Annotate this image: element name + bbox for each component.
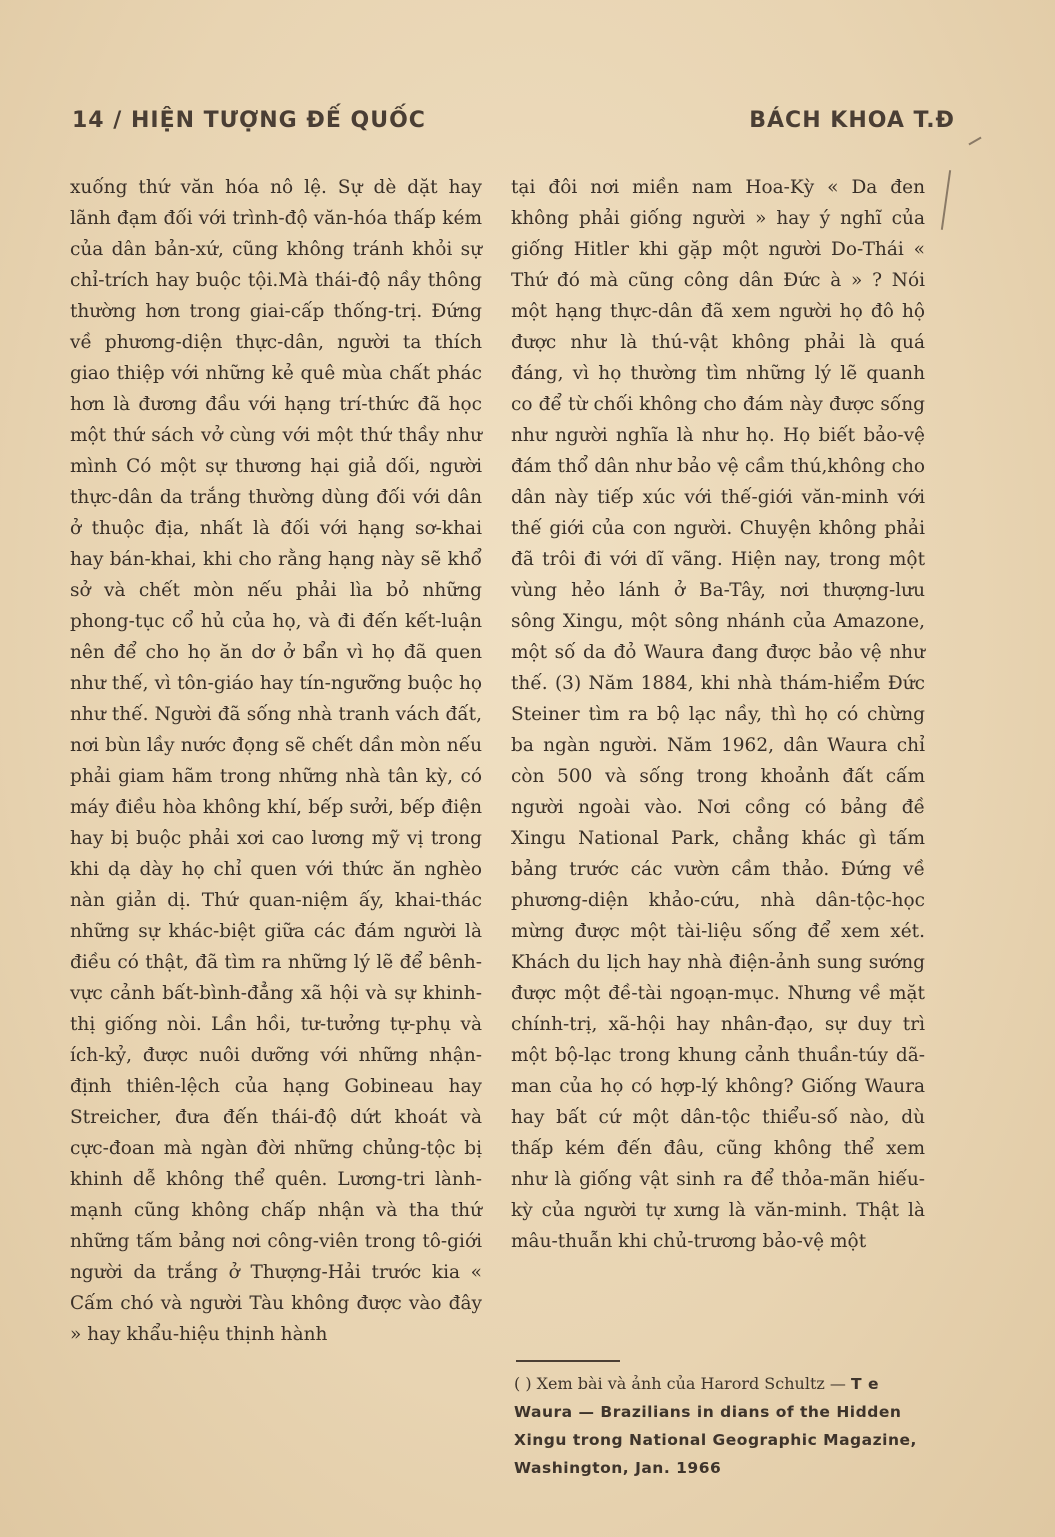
footnote-intro: ( ) Xem bài và ảnh của Harord Schultz —: [514, 1374, 846, 1393]
left-text-column: [70, 172, 482, 1350]
footnote-divider: [516, 1360, 620, 1362]
footnote-publication: T e Waura — Brazilians in dians of the Hidden Xingu trong National Geographic Magazine, Washington, Jan. 1966: [514, 1375, 917, 1477]
body-paragraph: tại đôi nơi miền nam Hoa-Kỳ « Da đen không phải giống người » hay ý nghĩ của giống Hitler khi gặp một người Do-Thái « Thứ đó mà cũng công dân Đức à » ? Nói một hạng thực-dân đã xem người họ đô hộ được như là thú-vật không phải là quá đáng, vì họ thường tìm những lý lẽ quanh co để từ chối không cho đám này được sống như người nghĩa là như họ. Họ biết bảo-vệ đám thổ dân như bảo vệ cầm thú,không cho dân này tiếp xúc với thế-giới văn-minh với thế giới của con người. Chuyện không phải đã trôi đi với dĩ vãng. Hiện nay, trong một vùng hẻo lánh ở Ba-Tây, nơi thượng-lưu sông Xingu, một sông nhánh của Amazone, một số da đỏ Waura đang được bảo vệ như thế. (3) Năm 1884, khi nhà thám-hiểm Đức Steiner tìm ra bộ lạc nầy, thì họ có chừng ba ngàn người. Năm 1962, dân Waura chỉ còn 500 và sống trong khoảnh đất cấm người ngoài vào. Nơi cồng có bảng đề Xingu National Park, chẳng khác gì tấm bảng trước các vườn cầm thảo. Đứng về phương-diện khảo-cứu, nhà dân-tộc-học mừng được một tài-liệu sống để xem xét. Khách du lịch hay nhà điện-ảnh sung sướng được một đề-tài ngoạn-mục. Nhưng về mặt chính-trị, xã-hội hay nhân-đạo, sự duy trì một bộ-lạc trong khung cảnh thuần-túy dã-man của họ có hợp-lý không? Giống Waura hay bất cứ một dân-tộc thiểu-số nào, dù thấp kém đến đâu, cũng không thể xem như là giống vật sinh ra để thỏa-mãn hiếu-kỳ của người tự xưng là văn-minh. Thật là mâu-thuẫn khi chủ-trương bảo-vệ một: [511, 177, 925, 1252]
page-number-and-title: 14 / HIỆN TƯỢNG ĐẾ QUỐC: [72, 108, 426, 133]
body-paragraph: xuống thứ văn hóa nô lệ. Sự dè dặt hay lãnh đạm đối với trình-độ văn-hóa thấp kém của dân bản-xứ, cũng không tránh khỏi sự chỉ-trích hay buộc tội.Mà thái-độ nầy thông thường hơn trong giai-cấp thống-trị. Đứng về phương-diện thực-dân, người ta thích giao thiệp với những kẻ quê mùa chất phác hơn là đương đầu với hạng trí-thức đã học một thứ sách vở cùng với một thứ thầy như mình Có một sự thương hại giả dối, người thực-dân da trắng thường dùng đối với dân ở thuộc địa, nhất là đối với hạng sơ-khai hay bán-khai, khi cho rằng hạng này sẽ khổ sở và chết mòn nếu phải lìa bỏ những phong-tục cổ hủ của họ, và đi đến kết-luận nên để cho họ ăn dơ ở bẩn vì họ đã quen như thế, vì tôn-giáo hay tín-ngưỡng buộc họ như thế. Người đã sống nhà tranh vách đất, nơi bùn lầy nước đọng sẽ chết dần mòn nếu phải giam hãm trong những nhà tân kỳ, có máy điều hòa không khí, bếp sưởi, bếp điện hay bị buộc phải xơi cao lương mỹ vị trong khi dạ dày họ chỉ quen với thức ăn nghèo nàn giản dị. Thứ quan-niệm ấy, khai-thác những sự khác-biệt giữa các đám người là điều có thật, đã tìm ra những lý lẽ để bênh-vực cảnh bất-bình-đẳng xã hội và sự khinh-thị giống nòi. Lần hồi, tư-tưởng tự-phụ và ích-kỷ, được nuôi dưỡng với những nhận-định thiên-lệch của hạng Gobineau hay Streicher, đưa đến thái-độ dứt khoát và cực-đoan mà ngàn đời những chủng-tộc bị khinh dễ không thể quên. Lương-tri lành-mạnh cũng không chấp nhận và tha thứ những tấm bảng nơi công-viên trong tô-giới người da trắng ở Thượng-Hải trước kia « Cấm chó và người Tàu không được vào đây » hay khẩu-hiệu thịnh hành: [70, 177, 482, 1345]
running-header: [72, 108, 955, 144]
journal-name: BÁCH KHOA T.Đ: [749, 108, 955, 133]
margin-pencil-mark: [941, 170, 951, 230]
right-text-column: [511, 172, 925, 1257]
corner-pencil-mark: [968, 137, 981, 146]
footnote: [514, 1370, 932, 1482]
